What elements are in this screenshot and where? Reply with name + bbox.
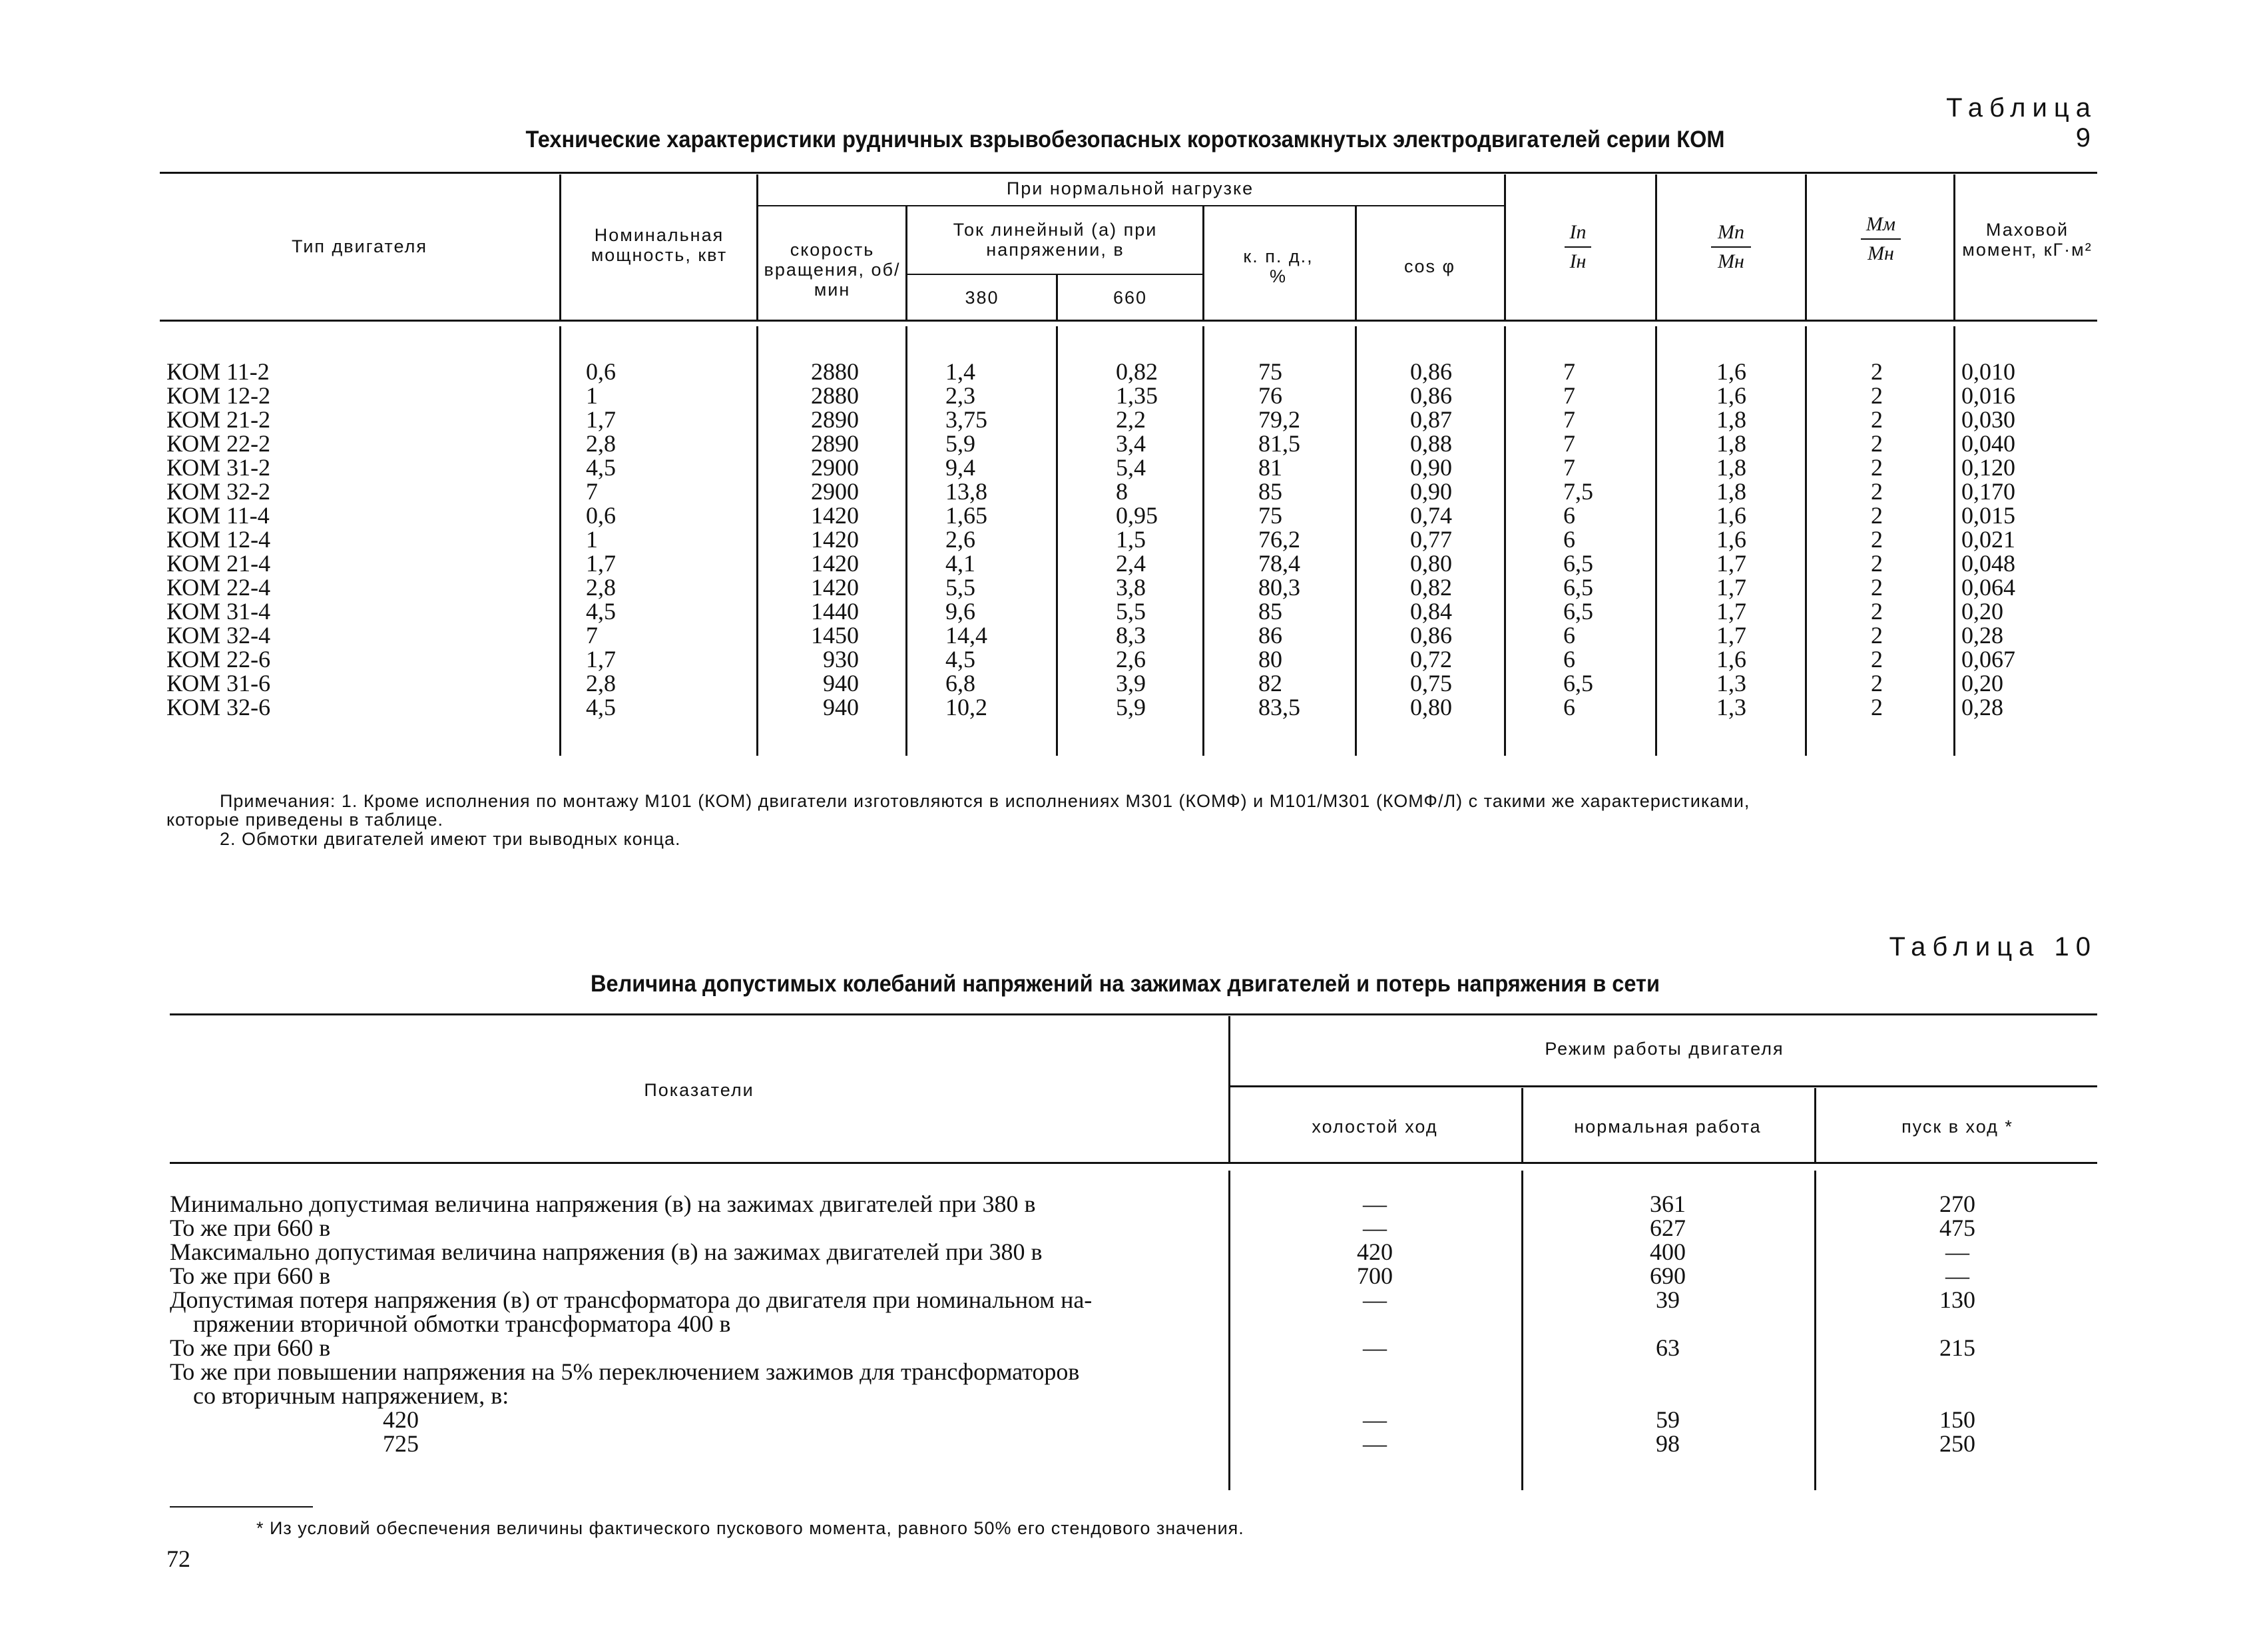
table9-cell: 8 xyxy=(1116,478,1128,505)
table9-cell: 76 xyxy=(1258,382,1282,409)
table9-cell: 0,6 xyxy=(586,502,616,529)
header-indicators: Показатели xyxy=(644,1080,754,1100)
table9-cell: 2890 xyxy=(811,406,859,433)
table9-cell: 6,8 xyxy=(945,670,975,696)
table9-cell: 1,35 xyxy=(1116,382,1158,409)
table9-cell: 1,6 xyxy=(1716,358,1746,385)
header-start: пуск в ход * xyxy=(1901,1117,2013,1137)
t9-vline xyxy=(1655,174,1657,320)
table9-cell: 0,28 xyxy=(1961,694,2003,720)
table9-cell: 5,9 xyxy=(945,430,975,457)
table9-cell: 3,4 xyxy=(1116,430,1146,457)
table9-cell: 0,84 xyxy=(1410,598,1452,625)
t10-vline xyxy=(1521,1088,1523,1162)
table10-cell-normal: 59 xyxy=(1656,1406,1680,1433)
col-eff xyxy=(1258,360,1338,719)
table9-cell: 940 xyxy=(823,670,859,696)
table9-cell: 4,1 xyxy=(945,550,975,577)
table9-cell: 0,120 xyxy=(1961,454,2015,481)
table9-cell: 81 xyxy=(1258,454,1282,481)
col-i380 xyxy=(945,360,1039,719)
col-type xyxy=(166,360,366,719)
table10-row-label: 420 xyxy=(383,1406,419,1433)
table9-cell: 0,021 xyxy=(1961,526,2015,553)
table9-cell: 1450 xyxy=(811,622,859,649)
header-idle: холостой ход xyxy=(1312,1117,1438,1137)
table9-cell: 2,6 xyxy=(945,526,975,553)
table9-cell: 1440 xyxy=(811,598,859,625)
table9-cell: 2 xyxy=(1871,526,1883,553)
table9-cell: КОМ 31-4 xyxy=(166,598,271,625)
table10-cell-start: 250 xyxy=(1939,1430,1975,1457)
table9-cell: 7 xyxy=(1563,406,1575,433)
table9-cell: 0,82 xyxy=(1410,574,1452,601)
table9-cell: 2,3 xyxy=(945,382,975,409)
table9-cell: 2 xyxy=(1871,502,1883,529)
mode-sub-rule xyxy=(1228,1085,2097,1087)
table10-cell-normal: 400 xyxy=(1650,1239,1686,1265)
table9-cell: КОМ 21-2 xyxy=(166,406,271,433)
header-power: Номинальная мощность, квт xyxy=(591,225,728,265)
table9-cell: 0,75 xyxy=(1410,670,1452,696)
table9-cell: 0,90 xyxy=(1410,454,1452,481)
table9-cell: 1 xyxy=(586,382,598,409)
table9-cell: 1420 xyxy=(811,550,859,577)
table9-cell: 80,3 xyxy=(1258,574,1300,601)
table9-cell: 1,7 xyxy=(586,406,616,433)
table9-cell: КОМ 11-2 xyxy=(166,358,270,385)
table9-cell: 2 xyxy=(1871,478,1883,505)
table9-cell: 1420 xyxy=(811,526,859,553)
table9-cell: 6 xyxy=(1563,694,1575,720)
mp-numerator: Mп xyxy=(1718,221,1744,243)
table9-cell: 7 xyxy=(586,478,598,505)
table10-cell-start: — xyxy=(1945,1262,1969,1289)
table9-cell: 1,8 xyxy=(1716,454,1746,481)
t9-vline xyxy=(905,206,907,320)
t9-vline xyxy=(756,174,758,320)
table9-cell: 14,4 xyxy=(945,622,987,649)
table10-row-label: 725 xyxy=(383,1430,419,1457)
table9-cell: 78,4 xyxy=(1258,550,1300,577)
table10-title: Величина допустимых колебаний напряжений на зажимах двигателей и потерь напряжения в сети xyxy=(590,971,1660,997)
table9-cell: 1,7 xyxy=(1716,574,1746,601)
table10-top-rule xyxy=(170,1013,2097,1015)
table9-cell: 1420 xyxy=(811,574,859,601)
table9-cell: 0,72 xyxy=(1410,646,1452,673)
col-ip xyxy=(1563,360,1643,719)
col-mp xyxy=(1716,360,1796,719)
table9-cell: 5,9 xyxy=(1116,694,1146,720)
mp-denominator: Mн xyxy=(1718,250,1744,272)
header-type: Тип двигателя xyxy=(292,236,427,256)
t9-vline xyxy=(1355,326,1357,756)
table9-cell: 2,6 xyxy=(1116,646,1146,673)
table9-cell: 6 xyxy=(1563,622,1575,649)
table9-cell: 930 xyxy=(823,646,859,673)
header-660: 660 xyxy=(1113,288,1148,308)
table9-cell: 0,040 xyxy=(1961,430,2015,457)
col-fly xyxy=(1961,360,2061,719)
t9-vline xyxy=(905,326,907,756)
table9-cell: 4,5 xyxy=(586,598,616,625)
table9-cell: 1,3 xyxy=(1716,694,1746,720)
table9-cell: 2880 xyxy=(811,382,859,409)
t9-vline xyxy=(1953,174,1955,320)
header-cos: cos φ xyxy=(1403,256,1456,276)
table9-cell: 5,5 xyxy=(945,574,975,601)
table10-cell-start: 475 xyxy=(1939,1215,1975,1241)
footnote-rule xyxy=(170,1506,313,1508)
table10-cell-idle: — xyxy=(1363,1191,1387,1217)
table9-cell: 1,6 xyxy=(1716,382,1746,409)
table9-cell: 0,015 xyxy=(1961,502,2015,529)
table9-cell: 4,5 xyxy=(945,646,975,673)
t10-vline xyxy=(1228,1016,1230,1162)
table9-cell: КОМ 22-6 xyxy=(166,646,271,673)
table10-cell-start: — xyxy=(1945,1239,1969,1265)
table9-cell: 85 xyxy=(1258,598,1282,625)
table9-cell: КОМ 22-4 xyxy=(166,574,271,601)
table9-cell: 0,28 xyxy=(1961,622,2003,649)
col-power xyxy=(586,360,672,719)
table9-cell: 2 xyxy=(1871,646,1883,673)
table9-cell: 0,20 xyxy=(1961,598,2003,625)
table9-cell: 7 xyxy=(1563,430,1575,457)
table10-cell-idle: — xyxy=(1363,1406,1387,1433)
table9-cell: 2 xyxy=(1871,574,1883,601)
table9-cell: 0,20 xyxy=(1961,670,2003,696)
mm-denominator: Mн xyxy=(1868,242,1894,264)
table9-cell: 79,2 xyxy=(1258,406,1300,433)
t10-vline xyxy=(1228,1171,1230,1490)
table9-cell: 1,5 xyxy=(1116,526,1146,553)
table9-cell: 0,88 xyxy=(1410,430,1452,457)
header-efficiency: к. п. д., % xyxy=(1243,246,1314,286)
table9-note-1: Примечания: 1. Кроме исполнения по монтажу М101 (КОМ) двигатели изготовляются в исполнениях М301 (КОМФ) и М101/М301 (КОМФ/Л) с такими же характеристиками, xyxy=(220,791,1750,811)
table9-cell: 9,4 xyxy=(945,454,975,481)
table9-cell: 2,8 xyxy=(586,670,616,696)
t10-vline xyxy=(1814,1171,1816,1490)
table9-cell: 2 xyxy=(1871,382,1883,409)
table9-cell: 1,7 xyxy=(586,646,616,673)
table9-cell: 1,7 xyxy=(1716,622,1746,649)
table10-row-label: со вторичным напряжением, в: xyxy=(193,1382,509,1409)
table9-cell: 1,7 xyxy=(1716,550,1746,577)
table9-cell: 1,6 xyxy=(1716,526,1746,553)
table9-cell: 75 xyxy=(1258,358,1282,385)
table10-cell-normal: 690 xyxy=(1650,1262,1686,1289)
table9-top-rule xyxy=(160,172,2097,174)
table9-cell: 2 xyxy=(1871,358,1883,385)
table10-row-label: То же при 660 в xyxy=(170,1215,331,1241)
table10-row-label: Максимально допустимая величина напряжения (в) на зажимах двигателей при 380 в xyxy=(170,1239,1043,1265)
table9-cell: 13,8 xyxy=(945,478,987,505)
table9-cell: 2,4 xyxy=(1116,550,1146,577)
col-cos xyxy=(1410,360,1490,719)
table9-cell: 3,9 xyxy=(1116,670,1146,696)
table9-cell: 2 xyxy=(1871,598,1883,625)
table9-title: Технические характеристики рудничных взрывобезопасных короткозамкнутых электродвигателей серии КОМ xyxy=(525,127,1725,152)
normal-load-rule xyxy=(756,205,1504,206)
table10-cell-normal: 39 xyxy=(1656,1286,1680,1313)
table9-cell: 7 xyxy=(1563,454,1575,481)
t9-vline xyxy=(1056,326,1058,756)
table9-cell: 0,74 xyxy=(1410,502,1452,529)
table9-cell: 6 xyxy=(1563,526,1575,553)
table9-cell: 0,067 xyxy=(1961,646,2015,673)
table9-note-3: 2. Обмотки двигателей имеют три выводных конца. xyxy=(220,829,681,849)
table9-cell: 0,87 xyxy=(1410,406,1452,433)
table10-cell-normal: 63 xyxy=(1656,1334,1680,1361)
table9-cell: 4,5 xyxy=(586,694,616,720)
table9-cell: 1,3 xyxy=(1716,670,1746,696)
table9-cell: 0,86 xyxy=(1410,382,1452,409)
table10-row-label: Допустимая потеря напряжения (в) от трансформатора до двигателя при номинальном на- xyxy=(170,1286,1093,1313)
table9-cell: 7 xyxy=(1563,358,1575,385)
table9-cell: КОМ 32-2 xyxy=(166,478,271,505)
page-number: 72 xyxy=(166,1545,190,1572)
header-mp-ratio xyxy=(1684,221,1778,273)
table9-cell: 81,5 xyxy=(1258,430,1300,457)
table9-cell: 2 xyxy=(1871,550,1883,577)
table9-cell: 1,8 xyxy=(1716,430,1746,457)
table9-cell: 6,5 xyxy=(1563,598,1593,625)
t9-vline xyxy=(1504,174,1506,320)
table9-cell: 6,5 xyxy=(1563,550,1593,577)
ip-denominator: Iн xyxy=(1569,250,1587,272)
table10-cell-normal: 98 xyxy=(1656,1430,1680,1457)
table9-cell: 2 xyxy=(1871,430,1883,457)
header-normal-load: При нормальной нагрузке xyxy=(1006,178,1254,198)
t9-vline xyxy=(1953,326,1955,756)
table9-cell: 0,064 xyxy=(1961,574,2015,601)
table10-cell-idle: 420 xyxy=(1357,1239,1393,1265)
table9-cell: 2 xyxy=(1871,670,1883,696)
col-i660 xyxy=(1116,360,1196,719)
table9-cell: 2 xyxy=(1871,406,1883,433)
fraction-bar xyxy=(1861,238,1901,240)
table10-cell-start: 130 xyxy=(1939,1286,1975,1313)
table10-header-bottom-rule xyxy=(170,1162,2097,1164)
table9-cell: 6,5 xyxy=(1563,670,1593,696)
table9-cell: 80 xyxy=(1258,646,1282,673)
table9-cell: 0,82 xyxy=(1116,358,1158,385)
table9-cell: 9,6 xyxy=(945,598,975,625)
table9-header-bottom-rule xyxy=(160,320,2097,322)
table10-footnote: * Из условий обеспечения величины фактического пускового момента, равного 50% его стендового значения. xyxy=(256,1518,1244,1538)
table9-cell: 2890 xyxy=(811,430,859,457)
table9-cell: 7,5 xyxy=(1563,478,1593,505)
table9-cell: 2,2 xyxy=(1116,406,1146,433)
table9-cell: КОМ 31-6 xyxy=(166,670,271,696)
table9-cell: 1 xyxy=(586,526,598,553)
table9-cell: 2 xyxy=(1871,622,1883,649)
header-380: 380 xyxy=(965,288,999,308)
table10-cell-start: 270 xyxy=(1939,1191,1975,1217)
table9-cell: 0,170 xyxy=(1961,478,2015,505)
table10-cell-start: 215 xyxy=(1939,1334,1975,1361)
table9-cell: 3,75 xyxy=(945,406,987,433)
table9-cell: 86 xyxy=(1258,622,1282,649)
t9-vline xyxy=(559,326,561,756)
table9-cell: 2900 xyxy=(811,454,859,481)
table10-label: Таблица 10 xyxy=(1889,932,2097,962)
table9-cell: 0,90 xyxy=(1410,478,1452,505)
table10-row-label: То же при 660 в xyxy=(170,1262,331,1289)
table9-cell: 2,8 xyxy=(586,574,616,601)
table9-cell: 76,2 xyxy=(1258,526,1300,553)
table9-cell: 0,010 xyxy=(1961,358,2015,385)
table10-row-label: То же при повышении напряжения на 5% переключением зажимов для трансформаторов xyxy=(170,1358,1080,1385)
table9-cell: 1,7 xyxy=(1716,598,1746,625)
t9-vline xyxy=(1805,326,1807,756)
col-speed xyxy=(766,360,859,719)
t10-vline xyxy=(1814,1088,1816,1162)
table10-cell-idle: — xyxy=(1363,1286,1387,1313)
table9-cell: 0,6 xyxy=(586,358,616,385)
table9-cell: 2,8 xyxy=(586,430,616,457)
t9-vline xyxy=(1202,326,1204,756)
table9-cell: 6 xyxy=(1563,646,1575,673)
table10-cell-idle: — xyxy=(1363,1334,1387,1361)
table9-cell: 0,016 xyxy=(1961,382,2015,409)
table9-cell: 0,80 xyxy=(1410,550,1452,577)
table9-cell: КОМ 32-4 xyxy=(166,622,271,649)
table9-cell: 4,5 xyxy=(586,454,616,481)
table9-cell: 82 xyxy=(1258,670,1282,696)
t9-vline xyxy=(559,174,561,320)
t9-vline xyxy=(1056,275,1058,320)
table10-cell-idle: 700 xyxy=(1357,1262,1393,1289)
t9-vline xyxy=(1504,326,1506,756)
table9-cell: 75 xyxy=(1258,502,1282,529)
table9-cell: 2 xyxy=(1871,694,1883,720)
t9-vline xyxy=(1202,206,1204,320)
table9-note-2: которые приведены в таблице. xyxy=(166,810,444,830)
header-mm-ratio xyxy=(1834,213,1927,265)
table9-cell: 7 xyxy=(1563,382,1575,409)
fraction-bar xyxy=(1565,246,1591,248)
table9-cell: 1,8 xyxy=(1716,478,1746,505)
table9-cell: 5,4 xyxy=(1116,454,1146,481)
table9-cell: 1,65 xyxy=(945,502,987,529)
table9-cell: 7 xyxy=(586,622,598,649)
table9-cell: 1,7 xyxy=(586,550,616,577)
table9-label: Таблица 9 xyxy=(1946,93,2097,152)
table9-cell: 0,048 xyxy=(1961,550,2015,577)
table9-cell: 0,80 xyxy=(1410,694,1452,720)
header-current: Ток линейный (а) при напряжении, в xyxy=(953,220,1158,260)
table9-cell: 0,86 xyxy=(1410,358,1452,385)
fraction-bar xyxy=(1711,246,1751,248)
t9-vline xyxy=(1655,326,1657,756)
table10-row-label: пряжении вторичной обмотки трансформатора 400 в xyxy=(193,1310,731,1337)
header-speed: скорость вращения, об/мин xyxy=(764,240,901,300)
table9-cell: 1,6 xyxy=(1716,502,1746,529)
table9-cell: КОМ 22-2 xyxy=(166,430,271,457)
table10-cell-idle: — xyxy=(1363,1430,1387,1457)
table9-cell: КОМ 31-2 xyxy=(166,454,271,481)
table9-cell: 5,5 xyxy=(1116,598,1146,625)
table9-cell: 2880 xyxy=(811,358,859,385)
t9-vline xyxy=(756,326,758,756)
table9-cell: 8,3 xyxy=(1116,622,1146,649)
t9-vline xyxy=(1355,206,1357,320)
header-mode: Режим работы двигателя xyxy=(1545,1039,1784,1059)
table9-cell: 0,86 xyxy=(1410,622,1452,649)
table9-cell: 85 xyxy=(1258,478,1282,505)
ip-numerator: Iп xyxy=(1569,221,1587,243)
table9-cell: 2900 xyxy=(811,478,859,505)
current-sub-rule xyxy=(905,274,1202,275)
table10-cell-idle: — xyxy=(1363,1215,1387,1241)
table9-cell: 1,8 xyxy=(1716,406,1746,433)
table10-cell-normal: 627 xyxy=(1650,1215,1686,1241)
table9-cell: КОМ 12-4 xyxy=(166,526,271,553)
table10-cell-start: 150 xyxy=(1939,1406,1975,1433)
header-flywheel: Маховой момент, кГ·м² xyxy=(1962,220,2093,260)
table9-cell: 1,4 xyxy=(945,358,975,385)
table9-cell: 0,95 xyxy=(1116,502,1158,529)
table9-cell: 83,5 xyxy=(1258,694,1300,720)
table10-row-label: Минимально допустимая величина напряжения (в) на зажимах двигателей при 380 в xyxy=(170,1191,1036,1217)
mm-numerator: Mм xyxy=(1866,213,1896,235)
t10-vline xyxy=(1521,1171,1523,1490)
table9-cell: 0,030 xyxy=(1961,406,2015,433)
table9-cell: 0,77 xyxy=(1410,526,1452,553)
header-normal: нормальная работа xyxy=(1574,1117,1762,1137)
table9-cell: КОМ 11-4 xyxy=(166,502,270,529)
table9-cell: 1420 xyxy=(811,502,859,529)
table9-cell: 1,6 xyxy=(1716,646,1746,673)
t9-vline xyxy=(1805,174,1807,320)
table9-cell: КОМ 32-6 xyxy=(166,694,271,720)
table9-cell: 3,8 xyxy=(1116,574,1146,601)
table9-cell: КОМ 21-4 xyxy=(166,550,271,577)
table9-cell: 940 xyxy=(823,694,859,720)
table9-cell: 10,2 xyxy=(945,694,987,720)
table9-cell: 6 xyxy=(1563,502,1575,529)
table10-cell-normal: 361 xyxy=(1650,1191,1686,1217)
table10-row-label: То же при 660 в xyxy=(170,1334,331,1361)
table9-cell: 6,5 xyxy=(1563,574,1593,601)
header-ip-ratio xyxy=(1531,221,1624,273)
col-mm xyxy=(1871,360,1911,719)
table9-cell: 2 xyxy=(1871,454,1883,481)
table9-cell: КОМ 12-2 xyxy=(166,382,271,409)
